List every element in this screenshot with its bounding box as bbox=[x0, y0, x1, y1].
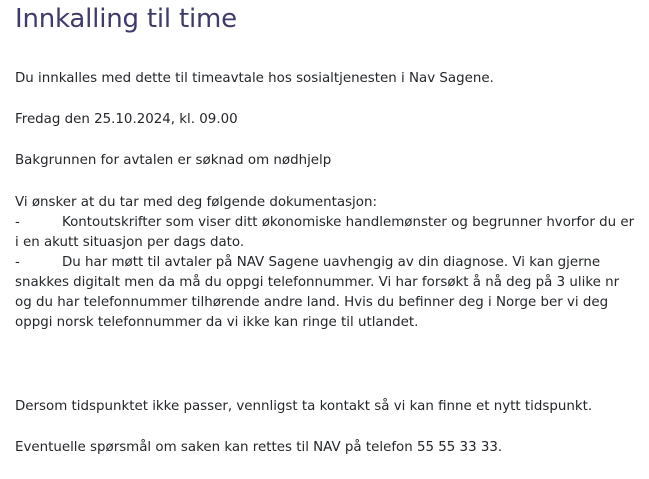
list-item bbox=[15, 253, 635, 333]
documentation-list bbox=[15, 213, 635, 333]
list-item-text: Kontoutskrifter som viser ditt økonomiske handlemønster og begrunner hvorfor du er i en akutt situasjon per dags dato. bbox=[15, 215, 635, 250]
intro-paragraph: Du innkalles med dette til timeavtale hos sosialtjenesten i Nav Sagene. bbox=[15, 71, 494, 86]
contact-paragraph: Eventuelle spørsmål om saken kan rettes til NAV på telefon 55 55 33 33. bbox=[15, 440, 503, 455]
appointment-datetime: Fredag den 25.10.2024, kl. 09.00 bbox=[15, 112, 238, 127]
documentation-intro: Vi ønsker at du tar med deg følgende dokumentasjon: bbox=[15, 195, 377, 210]
list-bullet: - bbox=[15, 215, 20, 230]
reschedule-paragraph: Dersom tidspunktet ikke passer, vennligst ta kontakt så vi kan finne et nytt tidspunkt. bbox=[15, 399, 593, 414]
background-paragraph: Bakgrunnen for avtalen er søknad om nødhjelp bbox=[15, 153, 332, 168]
list-item-text: Du har møtt til avtaler på NAV Sagene uavhengig av din diagnose. Vi kan gjerne snakkes digitalt men da må du oppgi telefonnummer. Vi har forsøkt å nå deg på 3 ulike nr og du har telefonnummer tilhørende andre land. Hvis du befinner deg i Norge ber vi deg oppgi norsk telefonnummer da vi ikke kan ringe til utlandet. bbox=[15, 255, 620, 330]
page-title: Innkalling til time bbox=[15, 4, 237, 34]
list-bullet: - bbox=[15, 255, 20, 270]
list-item bbox=[15, 213, 635, 253]
